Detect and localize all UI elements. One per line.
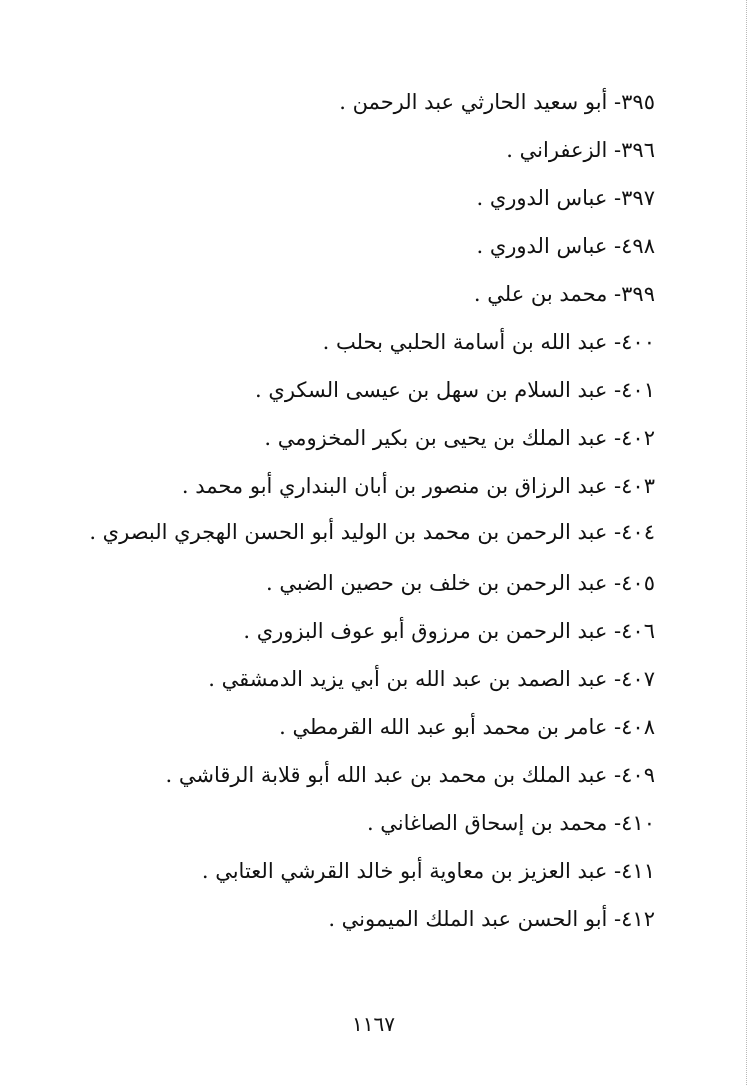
entry-412: ٤١٢- أبو الحسن عبد الملك الميموني .	[328, 907, 655, 931]
entry-407: ٤٠٧- عبد الصمد بن عبد الله بن أبي يزيد الدمشقي .	[208, 667, 655, 691]
entry-405: ٤٠٥- عبد الرحمن بن خلف بن حصين الضبي .	[266, 571, 655, 595]
entry-404: ٤٠٤- عبد الرحمن بن محمد بن الوليد أبو الحسن الهجري البصري .	[89, 520, 655, 544]
entry-403: ٤٠٣- عبد الرزاق بن منصور بن أبان البنداري أبو محمد .	[181, 474, 655, 498]
entry-400: ٤٠٠- عبد الله بن أسامة الحلبي بحلب .	[322, 330, 655, 354]
entry-401: ٤٠١- عبد السلام بن سهل بن عيسى السكري .	[255, 378, 655, 402]
entry-list	[60, 78, 655, 943]
entry-411: ٤١١- عبد العزيز بن معاوية أبو خالد القرشي العتابي .	[201, 859, 655, 883]
entry-399: ٣٩٩- محمد بن علي .	[473, 282, 655, 306]
entry-410: ٤١٠- محمد بن إسحاق الصاغاني .	[366, 811, 655, 835]
entry-402: ٤٠٢- عبد الملك بن يحيى بن بكير المخزومي .	[264, 426, 655, 450]
page-number: ١١٦٧	[352, 1012, 395, 1036]
entry-398: ٤٩٨- عباس الدوري .	[476, 234, 655, 258]
entry-396: ٣٩٦- الزعفراني .	[506, 138, 655, 162]
entry-409: ٤٠٩- عبد الملك بن محمد بن عبد الله أبو قلابة الرقاشي .	[165, 763, 655, 787]
entry-397: ٣٩٧- عباس الدوري .	[476, 186, 655, 210]
entry-408: ٤٠٨- عامر بن محمد أبو عبد الله القرمطي .	[279, 715, 655, 739]
entry-395: ٣٩٥- أبو سعيد الحارثي عبد الرحمن .	[339, 90, 655, 114]
entry-406: ٤٠٦- عبد الرحمن بن مرزوق أبو عوف البزوري .	[243, 619, 655, 643]
